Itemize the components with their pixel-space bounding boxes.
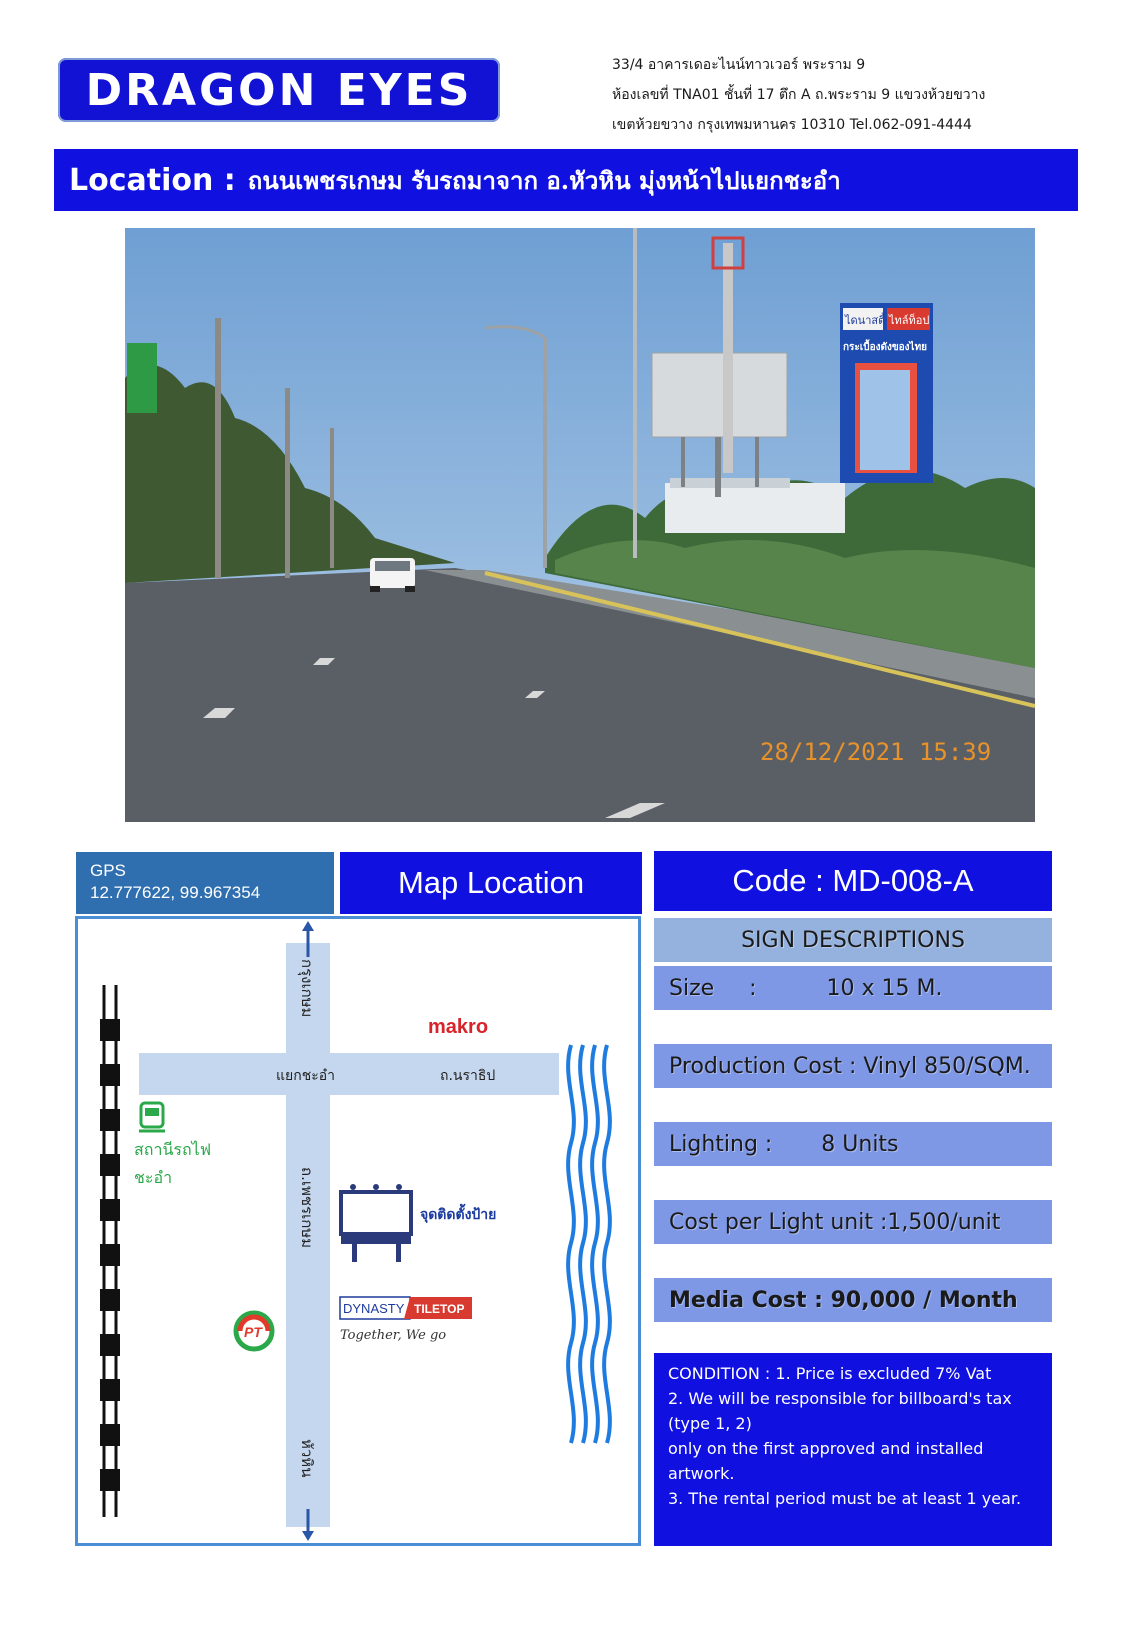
map-junction-label: แยกชะอำ [276,1068,335,1084]
condition-line: CONDITION : 1. Price is excluded 7% Vat [668,1364,992,1383]
sea-waves-icon [568,1045,610,1443]
map-tiletop-text: TILETOP [414,1302,465,1316]
site-photo-drawing [125,228,1035,822]
map-tagline-text: Together, We go [340,1328,447,1343]
condition-line: only on the first approved and installed artwork. [668,1439,984,1483]
map-billboard-label: จุดติดตั้งป้าย [420,1207,497,1223]
map-makro-logo: makro [428,1016,489,1038]
sign-descriptions-header [654,918,1052,962]
lighting-text: Lighting : 8 Units [669,1131,899,1157]
lighting-row [654,1122,1052,1166]
map-dynasty-text: DYNASTY [343,1301,405,1316]
gps-box [76,852,334,914]
map-station-label-2: ชะอำ [134,1168,173,1187]
dynasty-tiletop-logo [340,1297,472,1343]
map-south-road-label: หัวหิน [298,1439,316,1478]
map-location-title [340,852,642,914]
condition-line: 3. The rental period must be at least 1 year. [668,1489,1022,1508]
photo-timestamp: 28/12/2021 15:39 [760,738,992,766]
location-bar [54,149,1078,211]
condition-line: 2. We will be responsible for billboard's tax (type 1, 2) [668,1389,1012,1433]
company-address [612,50,1092,140]
address-line: ห้องเลขที่ TNA01 ชั้นที่ 17 ตึก A ถ.พระราม 9 แขวงห้วยขวาง [612,87,986,103]
map-main-road-label: ถ.เพชรเกษม [298,1167,316,1249]
photo-sign-text-3: กระเบื้องดังของไทย [843,342,928,353]
code-box [654,851,1052,911]
sign-descriptions-title: SIGN DESCRIPTIONS [741,927,965,953]
pt-logo-icon [236,1313,272,1349]
map-north-road-label: กรุงเกษม [298,959,316,1018]
photo-sign-text-1: ไดนาสตี้ [845,314,886,327]
map-drawing [78,919,638,1543]
cost-per-light-text: Cost per Light unit :1,500/unit [669,1209,1001,1235]
company-logo [58,58,500,122]
condition-box [654,1353,1052,1546]
size-text: Size : 10 x 15 M. [669,975,943,1001]
production-cost-row [654,1044,1052,1088]
map-title-text: Map Location [397,865,585,900]
cost-per-light-row [654,1200,1052,1244]
location-value: ถนนเพชรเกษม รับรถมาจาก อ.หัวหิน มุ่งหน้าไปแยกชะอำ [247,165,841,195]
map-pt-text: PT [244,1324,262,1340]
media-cost-row [654,1278,1052,1322]
media-cost-text: Media Cost : 90,000 / Month [669,1287,1018,1313]
billboard-icon [341,1184,411,1262]
location-label: Location : [69,162,236,198]
code-text: Code : MD-008-A [732,863,974,898]
site-photo [125,228,1035,822]
production-cost-text: Production Cost : Vinyl 850/SQM. [669,1053,1031,1079]
address-line: เขตห้วยขวาง กรุงเทพมหานคร 10310 Tel.062-091-4444 [612,117,972,133]
train-icon [139,1103,165,1131]
map-east-road-label: ถ.นราธิป [440,1068,496,1084]
photo-sign-text-2: ไทล์ท็อป [889,314,930,327]
map-station-label-1: สถานีรถไฟ [134,1140,212,1159]
logo-text: DRAGON EYES [85,64,473,116]
gps-coords: 12.777622, 99.967354 [90,883,261,902]
location-map [75,916,641,1546]
gps-label: GPS [90,861,126,880]
address-line: 33/4 อาคารเดอะไนน์ทาวเวอร์ พระราม 9 [612,57,866,73]
railway-icon [100,985,120,1517]
size-row [654,966,1052,1010]
